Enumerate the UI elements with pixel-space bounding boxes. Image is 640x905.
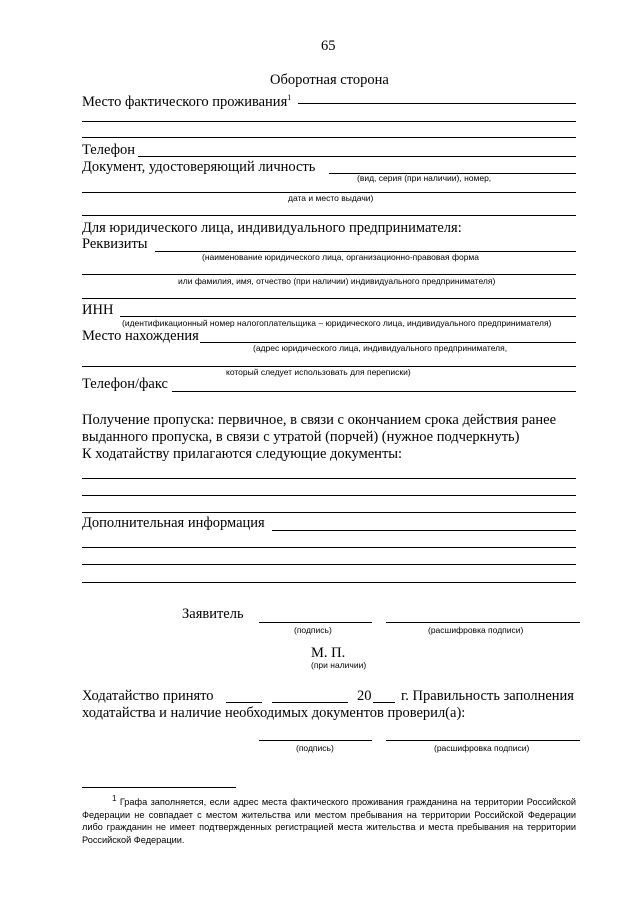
requisites-field-line-2[interactable]: [82, 274, 576, 275]
stamp-label: М. П.: [311, 645, 346, 661]
footnote-ref: 1: [287, 93, 292, 102]
attached-docs-label: К ходатайству прилагаются следующие документы:: [82, 446, 403, 462]
residence-field-line-3[interactable]: [82, 137, 576, 138]
applicant-decoding-caption: (расшифровка подписи): [428, 625, 524, 635]
applicant-label: Заявитель: [182, 606, 244, 622]
page-number: 65: [321, 38, 336, 54]
id-document-label: Документ, удостоверяющий личность: [82, 159, 316, 175]
additional-info-label: Дополнительная информация: [82, 515, 265, 531]
residence-field-line-2[interactable]: [82, 121, 576, 122]
attached-docs-line-1[interactable]: [82, 478, 576, 479]
id-document-caption-1: (вид, серия (при наличии), номер,: [357, 173, 492, 183]
id-document-caption-2: дата и место выдачи): [288, 193, 374, 203]
footnote-separator: [82, 787, 236, 788]
residence-field-line[interactable]: [298, 103, 576, 104]
inn-field-line[interactable]: [120, 316, 576, 317]
phone-field-line[interactable]: [138, 156, 576, 157]
residence-label-text: Место фактического проживания: [82, 93, 288, 110]
location-caption-1: (адрес юридического лица, индивидуального предпринимателя,: [253, 343, 508, 353]
additional-info-line-4[interactable]: [82, 582, 576, 583]
additional-info-line-2[interactable]: [82, 547, 576, 548]
pass-text-line-2: выданного пропуска, в связи с утратой (порчей) (нужное подчеркнуть): [82, 429, 520, 445]
additional-info-field-line[interactable]: [272, 530, 576, 531]
location-label: Место нахождения: [82, 328, 199, 344]
inn-label: ИНН: [82, 302, 114, 318]
accepted-line-2: ходатайства и наличие необходимых документов проверил(а):: [82, 705, 466, 721]
checker-decoding-line[interactable]: [386, 740, 580, 741]
applicant-decoding-line[interactable]: [386, 622, 580, 623]
checker-signature-line[interactable]: [259, 740, 372, 741]
checker-signature-caption: (подпись): [296, 743, 334, 753]
attached-docs-line-3[interactable]: [82, 512, 576, 513]
accepted-day-line[interactable]: [226, 702, 262, 703]
footnote-text: Графа заполняется, если адрес места фактического проживания гражданина на территории Российской Федерации не совпадает с местом жительства или местом пребывания на территории Российской Федерации либо гражданин не имеет подтвержденных регистрацией места жительства и места пребывания на территории Российской Федерации.: [82, 797, 577, 845]
accepted-year-prefix: 20: [357, 688, 372, 704]
inn-caption: (идентификационный номер налогоплательщика – юридического лица, индивидуального предпринимателя): [122, 318, 552, 328]
attached-docs-line-2[interactable]: [82, 495, 576, 496]
location-caption-2: который следует использовать для переписки): [226, 367, 411, 377]
requisites-caption-2: или фамилия, имя, отчество (при наличии) индивидуального предпринимателя): [178, 276, 496, 286]
requisites-caption-1: (наименование юридического лица, организационно-правовая форма: [202, 252, 479, 262]
stamp-caption: (при наличии): [311, 660, 367, 670]
residence-label: [82, 89, 291, 111]
legal-entity-heading: Для юридического лица, индивидуального предпринимателя:: [82, 220, 462, 236]
phone-label: Телефон: [82, 142, 135, 158]
accepted-suffix: г. Правильность заполнения: [401, 688, 574, 704]
applicant-signature-caption: (подпись): [294, 625, 332, 635]
page-heading: Оборотная сторона: [270, 72, 389, 88]
pass-text-line-1: Получение пропуска: первичное, в связи с окончанием срока действия ранее: [82, 412, 557, 428]
id-document-field-line-3[interactable]: [82, 215, 576, 216]
accepted-month-line[interactable]: [272, 702, 348, 703]
requisites-field-line-3[interactable]: [82, 298, 576, 299]
phone-fax-field-line[interactable]: [172, 391, 576, 392]
checker-decoding-caption: (расшифровка подписи): [434, 743, 530, 753]
accepted-label: Ходатайство принято: [82, 688, 214, 704]
footnote: [82, 793, 576, 846]
applicant-signature-line[interactable]: [259, 622, 372, 623]
additional-info-line-3[interactable]: [82, 564, 576, 565]
requisites-label: Реквизиты: [82, 236, 148, 252]
phone-fax-label: Телефон/факс: [82, 376, 168, 392]
accepted-year-line[interactable]: [373, 702, 395, 703]
footnote-mark: 1: [112, 794, 117, 803]
